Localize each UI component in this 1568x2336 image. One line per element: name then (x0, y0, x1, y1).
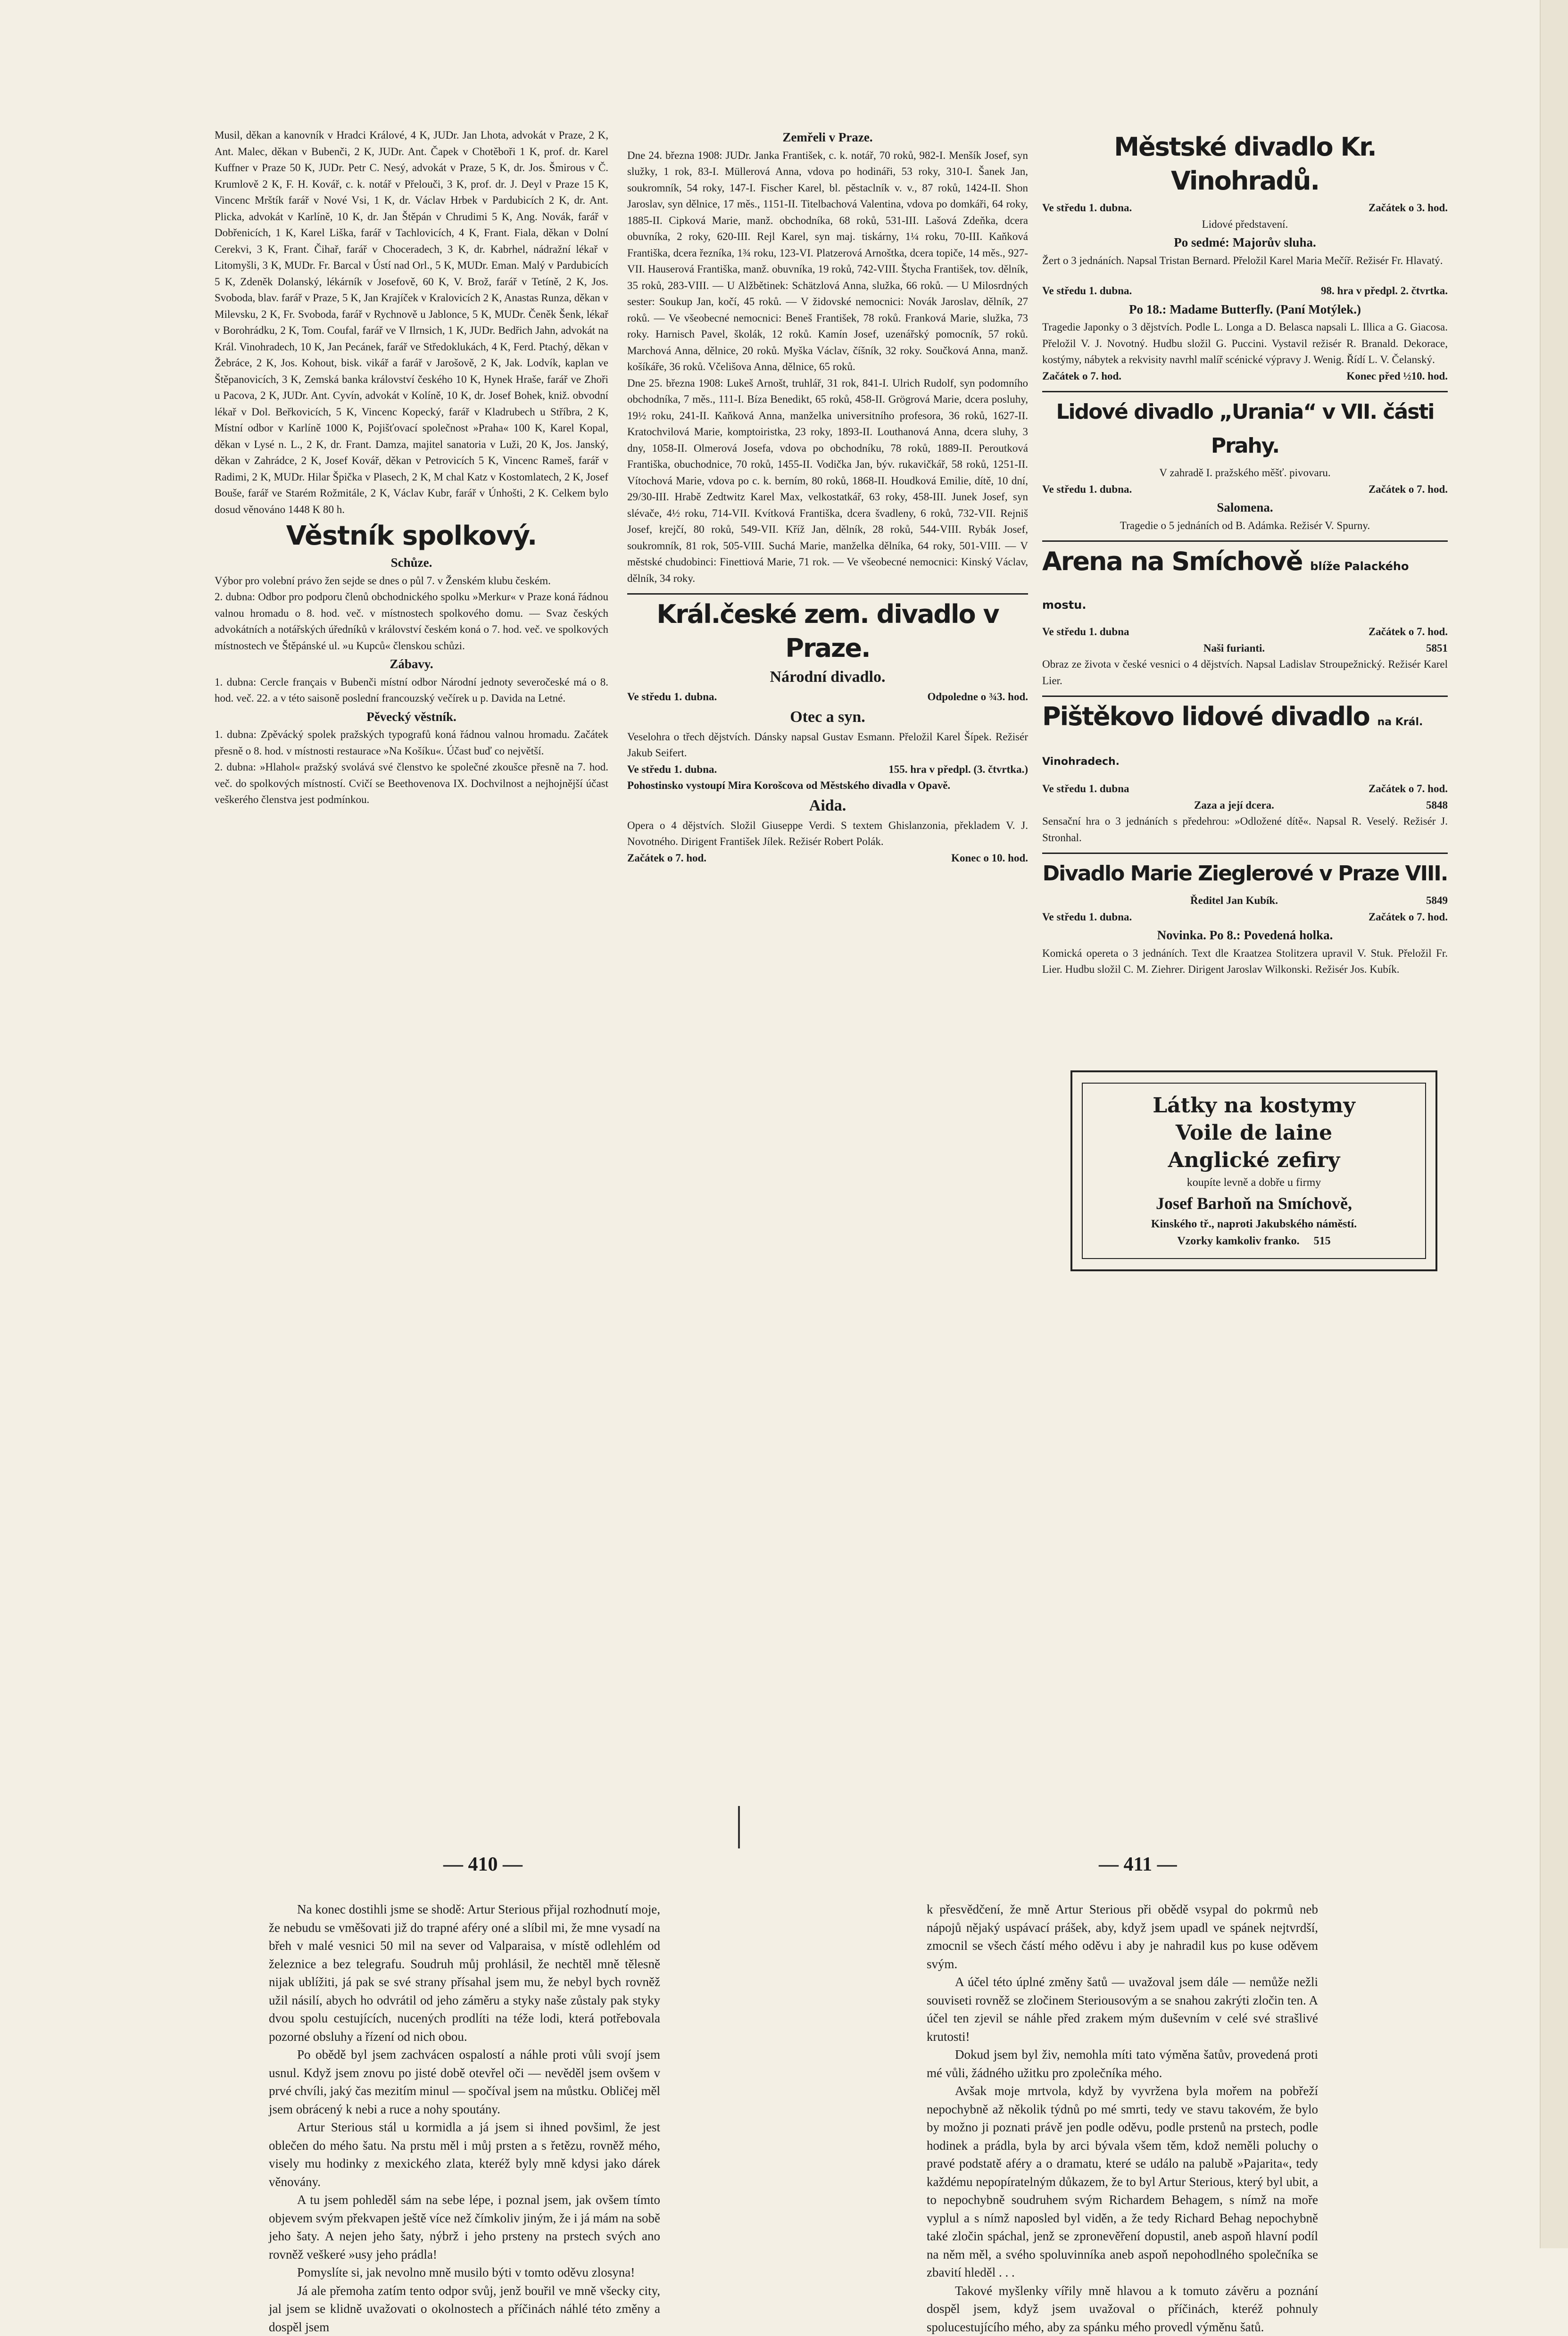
story-paragraph: k přesvědčení, že mně Artur Sterious při obědě vsypal do pokrmů neb nápojů nějaký uspávací prášek, aby, když jsem upadl ve spánek nejtvrdší, zmocnil se všech částí mého oděvu i aby je nahradil kus po kuse oděvem svým. (927, 1900, 1318, 1973)
program-time: Začátek o 7. hod. (1369, 624, 1448, 640)
ad-footer (1087, 1233, 1420, 1250)
notice-schuze-2: 2. dubna: Odbor pro podporu členů obchodnického spolku »Merkur« v Praze koná řádnou valnou hromadu o 8. hod. več. v místnostech spolkového domu. — Svaz českých advokátních a notářských úředníků v království českém koná o 7. hod. več. ve spolkových místnostech ve Štěpánské ul. »u Kupců« členskou schůzi. (215, 589, 608, 654)
column-left (215, 127, 608, 808)
story-right (927, 1900, 1318, 2336)
arena-location: blíže Palackého mostu. (1042, 560, 1409, 612)
deaths-24: Dne 24. března 1908: JUDr. Janka František, c. k. notář, 70 roků, 982-I. Menšík Josef, syn služky, 1 rok, 83-I. Müllerová Anna, vdova po hodináři, 53 roky, 310-I. Šanek Jan, soukromník, 54 roky, 147-I. Fischer Karel, bl. pěstaclník v. v., 87 roků, 1424-II. Shon Jaroslav, syn dělnice, 17 měs., 1151-II. Titelbachová Valentina, vdova po domkáři, 64 roky, 1885-II. Cipková Marie, manž. obchodníka, 68 roků, 531-III. Lašová Zdeňka, dcera obuvníka, 2 roky, 620-III. Rejl Karel, syn maj. tiskárny, 1¼ roku, 70-III. Kaňková Františka, dcera řezníka, 1¾ roku, 123-VI. Platzerová Arnoštka, dcera topiče, 14 měs., 927-VII. Hauserová Františka, manž. obuvníka, 19 roků, 742-VIII. Štycha František, tov. dělník, 35 roků, 283-VIII. — U Alžbětinek: Schätzlová Anna, služka, 66 roků. — U Milosrdných sester: Soukup Jan, kočí, 45 roků. — V židovské nemocnici: Novák Jaroslav, dělník, 27 roků. — Ve všeobecné nemocnici: Beneš František, 78 roků. Franková Marie, služka, 73 roky. Harnisch Pavel, školák, 12 roků. Kamín Josef, uzenářský pomocník, 57 roků. Marchová Anna, dělnice, 20 roků. Myška Václav, číšník, 32 roky. Součková Anna, manž. košíkáře, 36 roků. Včelišova Anna, dělnice, 65 roků. (627, 148, 1028, 375)
ad-number: 515 (1314, 1235, 1331, 1247)
program-note: Lidové představení. (1042, 216, 1448, 233)
section-title-vestnik: Věstník spolkový. (215, 520, 608, 553)
program-times (1042, 368, 1448, 385)
subtitle-zabavy: Zábavy. (215, 656, 608, 672)
program-time: Začátek o 7. hod. (1369, 481, 1448, 498)
program-date: Ve středu 1. dubna (1042, 781, 1129, 797)
play-title: Naši furianti. (1042, 640, 1426, 657)
story-left (269, 1900, 660, 2336)
theatre-title-ziegler: Divadlo Marie Zieglerové v Praze VIII. (1042, 853, 1448, 891)
advertisement-box (1070, 1070, 1437, 1271)
program-date: Ve středu 1. dubna. (1042, 909, 1132, 926)
play-description: Opera o 4 dějstvích. Složil Giuseppe Verdi. S textem Ghislanzonia, překladem V. J. Novotného. Dirigent František Jílek. Režisér Robert Polák. (627, 818, 1028, 850)
theatre-subtitle: Národní divadlo. (627, 667, 1028, 687)
notice-pevecky-2: 2. dubna: »Hlahol« pražský svolává své členstvo ke společné zkoušce přesně na 7. hod. več. do spolkových místností. Cvičí se Beethovenova IX. Dochvilnost a nejhojnější účast veškerého členstva jest podmínkou. (215, 759, 608, 808)
program-time: Začátek o 3. hod. (1369, 200, 1448, 216)
page-divider (738, 1806, 740, 1848)
theatre-title-arena (1042, 540, 1448, 622)
program-date: Ve středu 1. dubna (1042, 624, 1129, 640)
program-date: Ve středu 1. dubna. (1042, 283, 1132, 299)
page-edge (1540, 0, 1568, 2248)
story-paragraph: Dokud jsem byl živ, nemohla míti tato výměna šatův, provedená proti mé vůli, žádného užitku pro zpolečníka mého. (927, 2046, 1318, 2082)
ad-address: Kinského tř., naproti Jakubského náměstí. (1087, 1216, 1420, 1233)
play-title: Salomena. (1042, 499, 1448, 516)
program-row (1042, 283, 1448, 299)
start-time: Začátek o 7. hod. (627, 850, 706, 867)
play-description: Tragedie Japonky o 3 dějstvích. Podle L. Longa a D. Belasca napsali L. Illica a G. Giacosa. Přeložil V. J. Novotný. Hudbu složil G. Puccini. Vystavil režisér R. Branald. Dekorace, kostýmy, nábytek a rekvisity navrhl malíř scénické výpravy J. Wenig. Řídí L. V. Čelanský. (1042, 319, 1448, 368)
end-time: Konec o 10. hod. (951, 850, 1028, 867)
story-paragraph: Pomyslíte si, jak nevolno mně musilo býti v tomto oděvu zlosyna! (269, 2263, 660, 2282)
program-time: Začátek o 7. hod. (1369, 909, 1448, 926)
story-paragraph: Avšak moje mrtvola, když by vyvržena byla mořem na pobřeží nepochybně až několik týdnů po mé smrti, tedy ve stavu takovém, že bylo by možno ji poznati právě jen podle oděvu, podle prstenů na prstech, podle hodinek a prádla, byla by arci bývala všem těm, kdož neměli poluchy o pravé podstatě aféry a o dramatu, které se událo na palubě »Pajarita«, tedy každému nepopíratelným důkazem, že to byl Artur Sterious, který byl ubit, a to nepochybně soudruhem svým Richardem Behagem, s nímž na moře vyplul a s nímž naposled byl viděn, a že tedy Richard Behag nepochybně také zločin spáchal, jenž se zpronevěření dopustil, aneb aspoň hlavní podíl na něm měl, a svého spoluvinníka aneb aspoň nepohodlného společníka se zbavití hleděl . . . (927, 2082, 1318, 2282)
theatre-title-urania: Lidové divadlo „Urania“ v VII. části Prahy. (1042, 391, 1448, 463)
ad-line-1: Látky na kostymy (1087, 1092, 1420, 1119)
program-row (627, 762, 1028, 778)
play-description: Komická opereta o 3 jednáních. Text dle Kraatzea Stolitzera upravil V. Stuk. Přeložil Fr. Lier. Hudbu složil C. M. Ziehrer. Dirigent Jaroslav Wilkonski. Režisér Jos. Kubík. (1042, 945, 1448, 978)
ad-line-3: Anglické zefiry (1087, 1147, 1420, 1174)
play-title: Novinka. Po 8.: Povedená holka. (1042, 927, 1448, 944)
column-middle (627, 127, 1028, 866)
program-time: Začátek o 7. hod. (1369, 781, 1448, 797)
theatre-title-pistek (1042, 696, 1448, 779)
program-row (1042, 909, 1448, 926)
ad-line-2: Voile de laine (1087, 1119, 1420, 1147)
program-date: Ve středu 1. dubna. (627, 689, 717, 705)
notice-pevecky-1: 1. dubna: Zpěvácký spolek pražských typografů koná řádnou valnou hromadu. Začátek přesně o 8. hod. v místnosti restaurace »Na Košíku«. Účast buď co největší. (215, 727, 608, 759)
ad-number: 5848 (1426, 797, 1448, 814)
director-row (1042, 893, 1448, 909)
arena-name: Arena na Smíchově (1042, 547, 1302, 576)
play-description: Tragedie o 5 jednáních od B. Adámka. Režisér V. Spurny. (1042, 518, 1448, 534)
play-description: Žert o 3 jednáních. Napsal Tristan Bernard. Přeložil Karel Maria Mečíř. Režisér Fr. Hlavatý. (1042, 253, 1448, 269)
ad-samples: Vzorky kamkoliv franko. (1177, 1235, 1299, 1247)
theatre-title-narodni: Král.české zem. divadlo v Praze. (627, 593, 1028, 665)
play-title: Po sedmé: Majorův sluha. (1042, 234, 1448, 251)
theatre-title-vinohrady: Městské divadlo Kr. Vinohradů. (1042, 127, 1448, 198)
notice-zabavy-1: 1. dubna: Cercle français v Bubenči místní odbor Národní jednoty severočeské má o 8. hod. več. 22. a v této saisoně poslední francouzský večírek u p. Davida na Letné. (215, 674, 608, 707)
play-row (1042, 640, 1448, 657)
pistek-name: Pištěkovo lidové divadlo (1042, 702, 1369, 731)
play-description: Veselohra o třech dějstvích. Dánsky napsal Gustav Esmann. Přeložil Karel Šípek. Režisér Jakub Seifert. (627, 729, 1028, 762)
program-row (1042, 781, 1448, 797)
advertisement-inner (1082, 1083, 1426, 1259)
theatre-director: Ředitel Jan Kubík. (1042, 893, 1426, 909)
guest-note: Pohostinsko vystoupí Mira Korošcova od Městského divadla v Opavě. (627, 778, 1028, 794)
deaths-25: Dne 25. března 1908: Lukeš Arnošt, truhlář, 31 rok, 841-I. Ulrich Rudolf, syn podomního obchodníka, 7 měs., 111-I. Bíza Benedikt, 65 roků, 458-II. Grögrová Marie, dcera posluhy, 19½ roku, 241-II. Kaňková Anna, manželka universitního profesora, 36 roků, 1627-II. Kratochvilová Marie, komptoiristka, 23 roky, 1893-II. Louthanová Anna, dcera sluhy, 3 dny, 1058-II. Olmerová Josefa, vdova po obchodníku, 78 roků, 1889-II. Peroutková Františka, obuchodnice, 70 roků, 1455-II. Vodička Jan, býv. rukavičkář, 58 roků, 1251-II. Vítochová Marie, vdova po c. k. berním, 80 roků, 1868-II. Houdková Emilie, dítě, 10 dní, 29/30-III. Hrabě Zedtwitz Karel Max, velkostatkář, 63 roky, 458-III. Junek Josef, syn slévače, 4½ roku, 714-VII. Kvítková Františka, dcera švadleny, 6 roků, 732-VII. Rejniš Josef, krejčí, 80 roků, 549-VII. Kříž Jan, dělník, 28 roků, 544-VIII. Rybák Josef, soukromník, 81 rok, 505-VIII. Suchá Marie, manželka dělníka, 64 roky, 501-VIII. — V městské chudobinci: Finettiová Marie, 71 rok. — Ve všeobecné nemocnici: Kinský Václav, dělník, 34 roky. (627, 375, 1028, 587)
program-date: Ve středu 1. dubna. (627, 762, 717, 778)
program-date: Ve středu 1. dubna. (1042, 200, 1132, 216)
play-description: Obraz ze života v české vesnici o 4 dějstvích. Napsal Ladislav Stroupežnický. Režisér Karel Lier. (1042, 656, 1448, 689)
story-paragraph: Takové myšlenky vířily mně hlavou a k tomuto závěru a poznání dospěl jsem, když jsem uvažoval o příčinách, kteréž pohnuly spolucestujícího mého, aby za spánku mého provedl výměnu šatů. (927, 2282, 1318, 2336)
program-row (1042, 481, 1448, 498)
play-title: Po 18.: Madame Butterfly. (Paní Motýlek.) (1042, 301, 1448, 318)
subtitle-schuze: Schůze. (215, 555, 608, 571)
story-paragraph: A tu jsem pohleděl sám na sebe lépe, i poznal jsem, jak ovšem tímto objevem svým překvapen ještě více než čímkoliv jiným, že i já mám na sobě jeho šaty. A nejen jeho šaty, nýbrž i jeho prsteny na prstech svých ano rovněž veškeré »usy jeho prádla! (269, 2191, 660, 2263)
program-row (627, 689, 1028, 705)
subtitle-zemreli: Zemřeli v Praze. (627, 129, 1028, 146)
program-times (627, 850, 1028, 867)
play-row (1042, 797, 1448, 814)
program-date: Ve středu 1. dubna. (1042, 481, 1132, 498)
ad-number: 5851 (1426, 640, 1448, 657)
theatre-subtitle: V zahradě I. pražského měšť. pivovaru. (1042, 465, 1448, 481)
program-row (1042, 200, 1448, 216)
notice-schuze-1: Výbor pro volební právo žen sejde se dnes o půl 7. v Ženském klubu českém. (215, 573, 608, 589)
program-row (1042, 624, 1448, 640)
program-time: Odpoledne o ¾3. hod. (928, 689, 1028, 705)
page-number-left: — 410 — (443, 1853, 523, 1876)
ad-shop-name: Josef Barhoň na Smíchově, (1087, 1191, 1420, 1216)
play-title: Zaza a její dcera. (1042, 797, 1426, 814)
story-paragraph: A účel této úplné změny šatů — uvažoval jsem dále — nemůže nežli souviseti rovněž se zločinem Steriousovým a se snahou zakrýti zločin ten. A účel ten zjevil se náhle před zrakem mým duševním v celé své strašlivé krutosti! (927, 1973, 1318, 2046)
start-time: Začátek o 7. hod. (1042, 368, 1121, 385)
column-right (1042, 127, 1448, 978)
donor-list: Musil, děkan a kanovník v Hradci Králové, 4 K, JUDr. Jan Lhota, advokát v Praze, 2 K, Ant. Malec, děkan v Bubenči, 2 K, JUDr. Ant. Čapek v Chotěboři 1 K, prof. dr. Karel Kuffner v Praze 50 K, JUDr. Petr C. Nesý, advokát v Praze, 5 K, dr. Jos. Šmirous v Č. Krumlově 2 K, F. H. Kovář, c. k. notář v Přelouči, 3 K, prof. dr. J. Deyl v Praze 15 K, Vincenc Mrštík farář v Nové Vsi, 1 K, dr. Václav Hrbek v Pardubicích 2 K, dr. Ant. Plicka, advokát v Karlíně, 10 K, dr. Jan Štěpán v Chrudimi 5 K, Ang. Novák, farář v Dobřenicích, 1 K, Karel Liška, farář v Tachlovicích, 4 K, Frant. Fiala, děkan v Dolní Cerekvi, 3 K, Frant. Čihař, farář v Choceradech, 3 K, dr. Kabrhel, nádražní lékař v Litomyšli, 3 K, MUDr. Fr. Barcal v Ústí nad Orl., 5 K, MUDr. Eman. Malý v Pardubicích 5 K, Zdeněk Dolanský, lékárník v Josefově, 60 K, V. Brož, farář v Tetíně, 2 K, Jos. Svoboda, blav. farář v Praze, 5 K, Jan Krajíček v Kralovicích 2 K, Anastas Runza, děkan v Milevsku, 2 K, Fr. Svoboda, farář v Rychnově u Jablonce, 5 K, MUDr. Čeněk Šenk, lékař v Borohrádku, 2 K, Tom. Coufal, farář ve V Ilrnsich, 1 K, JUDr. Bedřich Jahn, advokát na Král. Vinohradech, 10 K, Jan Pecánek, farář ve Středoklukách, 4 K, Ferd. Ptachý, děkan v Žebráce, 2 K, Jos. Kohout, bisk. vikář a farář v Jarošově, 2 K, Jak. Lodvík, kaplan ve Štěpanovicích, 3 K, Zemská banka království českého 10 K, Hynek Hraše, farář ve Zhoři u Pacova, 2 K, JUDr. Ant. Cyvín, advokát v Kolíně, 10 K, dr. Josef Bohek, kniž. obvodní lékař v Dol. Beřkovicích, 5 K, Vincenc Kopecký, farář v Kladrubech u Stříbra, 2 K, Místní odbor v Karlíně 1000 K, Pojišťovací společnost »Praha« 100 K, Karel Kopal, děkan v Lysé n. L., 2 K, dr. Frant. Damza, majitel sanatoria v Luži, 20 K, Jos. Janský, děkan v Zahrádce, 2 K, Josef Kovář, děkan v Petrovicích 5 K, Vincenc Rameš, farář v Radimi, 2 K, MUDr. Hilar Špička v Plasech, 2 K, M chal Katz v Kostomlatech, 2 K, Josef Bouše, farář ve Starém Rožmitále, 2 K, Václav Kubr, farář v Únhošti, 2 K. Celkem bylo dosud věnováno 1448 K 80 h. (215, 127, 608, 518)
page-number-right: — 411 — (1099, 1853, 1177, 1876)
story-paragraph: Artur Sterious stál u kormidla a já jsem si ihned povšiml, že jest oblečen do mého šatu. Na prstu měl i můj prsten a s řetězu, rovněž mého, visely mu hodinky z mexického zlata, kteréž byly mně kdysi jako dárek věnovány. (269, 2118, 660, 2191)
story-paragraph: Já ale přemoha zatím tento odpor svůj, jenž bouřil ve mně všecky city, jal jsem se klidně uvažovati o okolnostech a příčinách náhlé této změny a dospěl jsem (269, 2282, 660, 2336)
end-time: Konec před ½10. hod. (1346, 368, 1448, 385)
pistek-location: na Král. Vinohradech. (1042, 716, 1423, 768)
play-title: Otec a syn. (627, 707, 1028, 727)
program-subscription: 155. hra v předpl. (3. čtvrtka.) (888, 762, 1028, 778)
story-paragraph: Na konec dostihli jsme se shodě: Artur Sterious přijal rozhodnutí moje, že nebudu se vměšovati již do trapné aféry oné a slíbil mi, že mne vysadí na břeh v malé vesnici 50 mil na sever od Valparaisa, v místě odlehlém od železnice a bez telegrafu. Soudruh můj prohlásil, že nechtěl mně tělesně nijak ublížiti, já pak se své strany přísahal jsem mu, že nebyl bych rovněž užil násilí, abych ho odvrátil od jeho záměru a styky naše zůstaly pak styky dvou spolu cestujících, nucených prodlíti na téže lodi, která potřebovala pozorné obsluhy a řízení od nich obou. (269, 1900, 660, 2046)
subtitle-pevecky: Pěvecký věstník. (215, 709, 608, 725)
ad-line-4: koupíte levně a dobře u firmy (1087, 1174, 1420, 1191)
program-subscription: 98. hra v předpl. 2. čtvrtka. (1321, 283, 1448, 299)
play-description: Sensační hra o 3 jednáních s předehrou: »Odložené dítě«. Napsal R. Veselý. Režisér J. Stronhal. (1042, 813, 1448, 846)
ad-number: 5849 (1426, 893, 1448, 909)
play-title: Aida. (627, 796, 1028, 816)
story-paragraph: Po obědě byl jsem zachvácen ospalostí a náhle proti vůli svojí jsem usnul. Když jsem znovu po jisté době otevřel oči — nevěděl jsem ovšem v prvé chvíli, jaký čas mezitím minul — spočíval jsem na můstku. Obličej měl jsem obrácený k nebi a ruce a nohy spoutány. (269, 2046, 660, 2118)
